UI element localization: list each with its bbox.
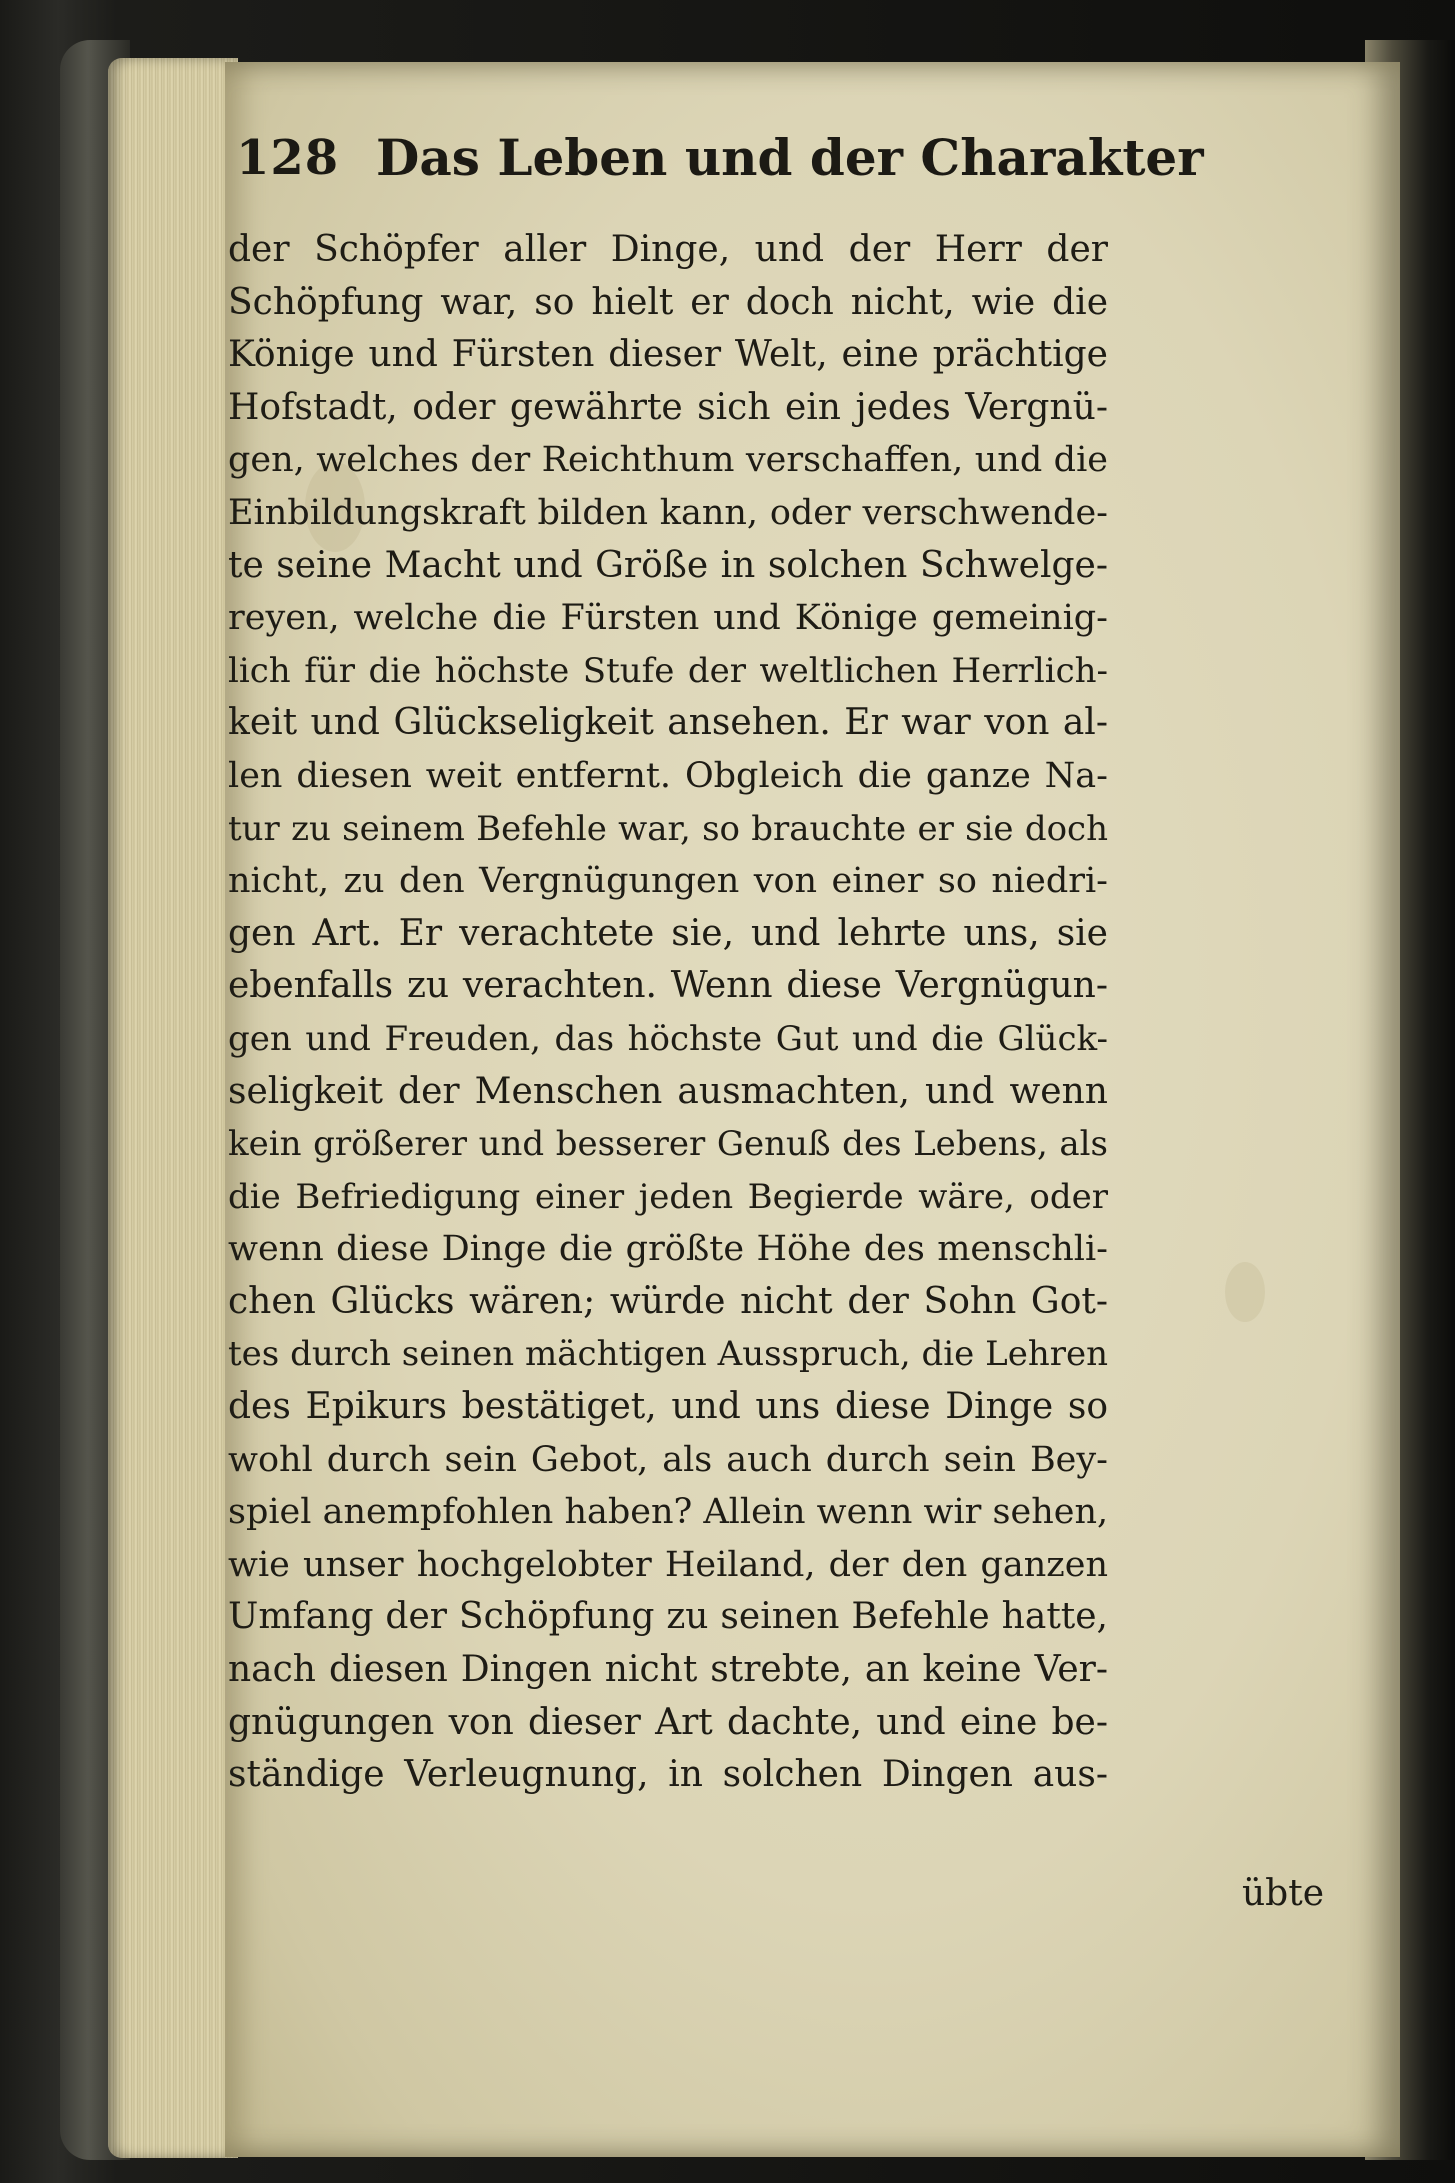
text-line: gen und Freuden, das höchste Gut und die Glück-: [228, 1018, 1108, 1059]
text-line: reyen, welche die Fürsten und Könige gemeinig-: [228, 598, 1108, 639]
text-line: tes durch seinen mächtigen Ausspruch, die Lehren: [228, 1334, 1108, 1375]
text-line: Umfang der Schöpfung zu seinen Befehle hatte,: [228, 1596, 1108, 1638]
text-line: ständige Verleugnung, in solchen Dingen aus-: [228, 1754, 1108, 1796]
text-line: Hofstadt, oder gewährte sich ein jedes Vergnü-: [228, 386, 1108, 428]
text-line: des Epikurs bestätiget, und uns diese Dinge so: [228, 1386, 1108, 1428]
running-title: Das Leben und der Charakter: [376, 128, 1204, 187]
text-line: die Befriedigung einer jeden Begierde wäre, oder: [228, 1176, 1108, 1217]
text-line: tur zu seinem Befehle war, so brauchte er sie doch: [228, 808, 1108, 849]
text-line: nicht, zu den Vergnügungen von einer so niedri-: [228, 861, 1108, 902]
text-line: Könige und Fürsten dieser Welt, eine prächtige: [228, 334, 1108, 376]
text-line: len diesen weit entfernt. Obgleich die ganze Na-: [228, 755, 1108, 796]
page-number: 128: [236, 130, 340, 186]
text-line: gen Art. Er verachtete sie, und lehrte uns, sie: [228, 912, 1108, 954]
text-line: spiel anempfohlen haben? Allein wenn wir sehen,: [228, 1492, 1108, 1533]
text-line: seligkeit der Menschen ausmachten, und wenn: [228, 1070, 1108, 1112]
text-line: gen, welches der Reichthum verschaffen, und die: [228, 440, 1108, 481]
text-line: wie unser hochgelobter Heiland, der den ganzen: [228, 1544, 1108, 1585]
catchword: übte: [1242, 1873, 1325, 1914]
text-line: wenn diese Dinge die größte Höhe des menschli-: [228, 1229, 1108, 1270]
text-line: der Schöpfer aller Dinge, und der Herr der: [228, 229, 1108, 270]
text-line: lich für die höchste Stufe der weltlichen Herrlich-: [228, 650, 1108, 691]
text-line: gnügungen von dieser Art dachte, und eine be-: [228, 1701, 1108, 1743]
text-line: Schöpfung war, so hielt er doch nicht, wie die: [228, 281, 1108, 323]
text-line: te seine Macht und Größe in solchen Schwelge-: [228, 544, 1108, 586]
text-line: wohl durch sein Gebot, als auch durch sein Bey-: [228, 1439, 1108, 1480]
text-line: chen Glücks wären; würde nicht der Sohn Got-: [228, 1280, 1108, 1322]
text-line: nach diesen Dingen nicht strebte, an keine Ver-: [228, 1649, 1108, 1691]
text-line: Einbildungskraft bilden kann, oder verschwende-: [228, 492, 1108, 533]
text-line: ebenfalls zu verachten. Wenn diese Vergnügun-: [228, 965, 1108, 1007]
text-line: kein größerer und besserer Genuß des Lebens, als: [228, 1124, 1108, 1165]
body-text: [228, 224, 1108, 1802]
text-line: keit und Glückseligkeit ansehen. Er war von al-: [228, 702, 1108, 744]
paper-stain: [1225, 1262, 1265, 1322]
page-header: [236, 118, 1204, 198]
page-edges: [108, 58, 238, 2158]
